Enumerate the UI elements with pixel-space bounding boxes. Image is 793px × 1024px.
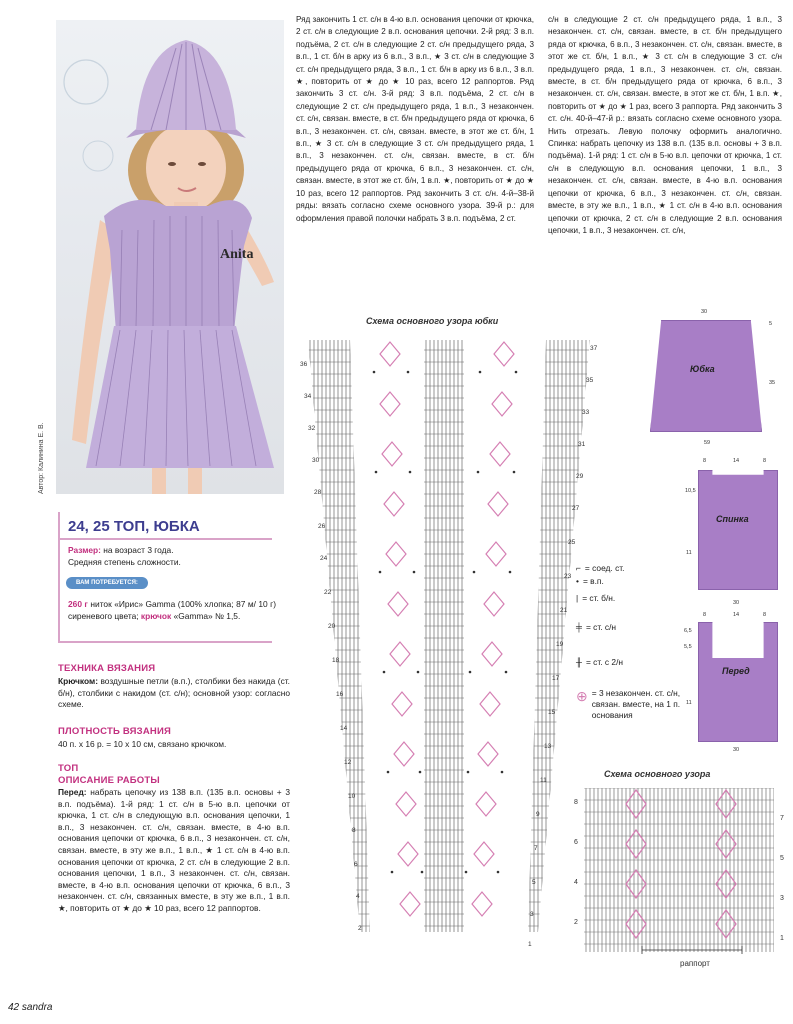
model-photo [56,20,284,494]
main-row-numbers-right [780,815,784,942]
svg-text:2: 2 [574,919,578,926]
svg-text:30: 30 [312,457,320,464]
svg-text:10: 10 [348,793,356,800]
svg-text:22: 22 [324,589,332,596]
rapport-label: раппорт [680,959,710,968]
technique-text [58,676,290,711]
skirt-schema-title: Схема основного узора юбки [366,316,499,326]
front-piece-label: Перед [722,666,750,676]
svg-text:4: 4 [574,879,578,886]
main-row-numbers-left [574,799,578,926]
main-schema-diagram [572,782,790,976]
svg-text:12: 12 [344,759,352,766]
svg-text:28: 28 [314,489,322,496]
svg-text:3: 3 [530,911,534,918]
svg-text:7: 7 [534,845,538,852]
density-text: 40 п. х 16 р. = 10 х 10 см, связано крючком. [58,739,227,749]
skirt-piece [650,320,762,432]
svg-text:23: 23 [564,573,572,580]
back-piece [698,470,778,590]
page-title: 24, 25 ТОП, ЮБКА [68,518,200,535]
svg-text:6: 6 [354,861,358,868]
legend-item-chain: • = в.п. [576,576,604,586]
svg-text:32: 32 [308,425,316,432]
difficulty: Средняя степень сложности. [68,556,181,567]
text-column-1: Ряд закончить 1 ст. с/н в 4-ю в.п. основания цепочки от крючка, 2 ст. с/н в следующие 2 в.п. основания цепочки. 2-й ряд: 3 в.п. подъёма, 2 ст. с/н в следующие 2 ст. с/н предыдущего ряда, 3 в.п., 1 ст. б/н в арку из 6 в.п., 3 в.п., ★ 3 ст. с/н в следующие 3 ст. с/н предыдущего ряда, 3 в.п., 1 ст. б/н в арку из 6 в.п., 3 в.п. ★, повторить от ★ до ★ 10 раз, всего 12 раппортов. Ряд закончить 3 ст. с/н. 3-й ряд: 3 в.п. подъёма, 2 ст. с/н в следующие 2 ст. с/н предыдущего ряда, 1 в.п., 3 незакончен. ст. с/н, связан. вместе, в ст. б/н предыдущего ряда от крючка, 6 в.п., 3 незакончен. ст. с/н, связан. вместе, в этот же ст. б/н, 1 в.п., ★ 3 ст. с/н в следующие 3 ст. с/н предыдущего ряда, 1 в.п., 3 незакончен. ст. с/н, связан. вместе, в ст. б/н предыдущего ряда от крючка, 6 в.п., 3 незакончен. ст. с/н, связан. вместе, в этот же ст. б/н, 1 в.п. ★, повторить от ★ до ★ 10 раз, всего 12 раппортов. Ряд закончить 3 ст. с/н. 4-й–38-й ряды: вязать согласно схеме основного узора. 39-й р.: для оформления правой полочки набрать 3 в.п. подъёма, 2 ст. [296,15,534,223]
top-title: ТОП [58,763,79,774]
photo-credit: Автор: Калинина Е. В. [38,422,45,494]
svg-text:36: 36 [300,361,308,368]
svg-text:29: 29 [576,473,584,480]
svg-text:16: 16 [336,691,344,698]
svg-text:8: 8 [574,799,578,806]
yarn-text: ниток «Ирис» Gamma (100% хлопка; 87 м/ 10 г) сиреневого цвета; [68,599,277,621]
chain-dot-icon: • [576,576,579,586]
front-piece [698,622,778,742]
hook-label: крючок [140,610,172,621]
main-schema-title: Схема основного узора [604,769,711,779]
svg-text:15: 15 [548,709,556,716]
svg-text:19: 19 [556,641,564,648]
front-description [58,787,290,915]
hook-text: «Gamma» № 1,5. [173,610,241,621]
svg-text:4: 4 [356,893,360,900]
heading-rule-bottom [58,641,272,643]
svg-text:13: 13 [544,743,552,750]
svg-text:18: 18 [332,657,340,664]
svg-text:25: 25 [568,539,576,546]
legend-item-single-crochet: | = ст. б/н. [576,593,616,603]
svg-text:2: 2 [358,925,362,932]
slip-stitch-icon: ⌐ [576,563,581,573]
legend-item-cluster: ⊕ = 3 незакончен. ст. с/н, связан. вместе, на 1 п. основания [576,688,681,720]
technique-body: воздушные петли (в.п.), столбики без накида (ст. б/н), столбики с накидом (ст. с/н); основной узор: согласно схеме. [58,676,290,710]
svg-text:34: 34 [304,393,312,400]
svg-text:14: 14 [340,725,348,732]
svg-text:21: 21 [560,607,568,614]
svg-text:35: 35 [586,377,594,384]
technique-label: Крючком: [58,676,98,686]
svg-text:8: 8 [352,827,356,834]
legend-item-treble-crochet: ╫ = ст. с 2/н [576,657,624,667]
svg-text:9: 9 [536,811,540,818]
size-label: Размер: [68,545,101,555]
front-text: набрать цепочку из 138 в.п. (135 в.п. основы + 3 в.п. подъёма). 1-й ряд: 1 ст. с/н в 5-ю в.п. цепочки от крючка, 1 ст. с/н в следующую в.п. основания цепочки, 1 в.п., 3 незакончен. ст. с/н, связан. вместе, в 4-ю в.п. основания цепочки от крючка, 6 в.п., 3 незакончен. ст. с/н, связан. вместе, в эту же в.п., 1 в.п., ★ 1 ст. с/н в 4-ю в.п. основания цепочки от крючка, 2 ст. с/н в следующие 2 в.п. основания цепочки, 1 в.п., 3 незакончен. ст. с/н, связан. вместе, в 4-ю в.п. основания цепочки от крючка, 6 в.п., 3 незакончен. ст. с/н, связанных вместе, в эту же в.п., 1 в.п. ★, повторить от ★ до ★ 10 раз, всего 12 раппортов. [58,787,290,913]
svg-text:27: 27 [572,505,580,512]
text-column-2: с/н в следующие 2 ст. с/н предыдущего ряда, 1 в.п., 3 незакончен. ст. с/н, связан. вместе, в ст. б/н предыдущего ряда от крючка, 6 в.п., 3 незакончен. ст. с/н, связан. вместе, в этот же ст. б/н, 1 в.п., ★ 3 ст. с/н в следующие 3 ст. с/н предыдущего ряда, 1 в.п., 3 незакончен. ст. с/н, связан. вместе, в ст. б/н предыдущего ряда от крючка, 6 в.п., 3 незакончен. ст. с/н, связан. вместе, в этот же ст. б/н, 1 в.п. ★, повторить от ★ до ★ 1 раз, всего 3 раппорта. Ряд закончить 3 ст. с/н. 40-й–47-й р.: вязать согласно схеме основного узора. Нить отрезать. Левую полочку оформить аналогично. Спинка: набрать цепочку из 138 в.п. (135 в.п. основы + 3 в.п. подъёма). 1-й ряд: 1 ст. с/н в 5-ю в.п. цепочки от крючка, 1 ст. с/н в следующую в.п. основания цепочки, 1 в.п., 3 незакончен. ст. с/н, связан. вместе, в 4-ю в.п. основания цепочки от крючка, 6 в.п., 3 незакончен. ст. с/н, связан. вместе, в эту же в.п., 1 в.п., ★ 1 ст. с/н в 4-ю в.п. основания цепочки от крючка, 2 ст. с/н в следующие 2 в.п. основания цепочки, 1 в.п., 3 незакончен. ст. с/н, [548,15,782,235]
front-label: Перед: [58,787,87,797]
work-description-title: ОПИСАНИЕ РАБОТЫ [58,775,160,786]
svg-text:24: 24 [320,555,328,562]
svg-text:1: 1 [528,941,532,948]
svg-text:1: 1 [780,935,784,942]
size-info [68,545,278,568]
svg-text:5: 5 [780,855,784,862]
svg-text:26: 26 [318,523,326,530]
single-crochet-icon: | [576,593,579,603]
svg-text:11: 11 [540,777,547,784]
size-value: на возраст 3 года. [103,545,174,555]
girl-illustration [56,20,284,494]
svg-text:31: 31 [578,441,586,448]
svg-text:6: 6 [574,839,578,846]
heading-rule-top [58,538,272,540]
svg-text:3: 3 [780,895,784,902]
heading-left-rule [58,512,60,642]
skirt-schema-diagram [300,332,600,960]
need-badge: ВАМ ПОТРЕБУЕТСЯ: [66,577,148,589]
legend-item-double-crochet: ╪ = ст. с/н [576,622,617,632]
svg-text:33: 33 [582,409,590,416]
materials-info [68,599,276,622]
cluster-icon: ⊕ [576,688,588,704]
legend-item-slip-stitch: ⌐ = соед. ст. [576,563,625,573]
skirt-piece-label: Юбка [690,364,715,374]
treble-crochet-icon: ╫ [576,657,582,667]
svg-text:37: 37 [590,345,598,352]
double-crochet-icon: ╪ [576,622,582,632]
yarn-amount: 260 г [68,599,88,609]
photo-name-tag: Anita [220,247,254,262]
density-title: ПЛОТНОСТЬ ВЯЗАНИЯ [58,726,172,737]
svg-text:17: 17 [552,675,560,682]
back-piece-label: Спинка [716,514,749,524]
page-footer: 42 sandra [8,1002,53,1013]
technique-title: ТЕХНИКА ВЯЗАНИЯ [58,663,156,674]
svg-text:5: 5 [532,879,536,886]
svg-text:20: 20 [328,623,336,630]
svg-text:7: 7 [780,815,784,822]
